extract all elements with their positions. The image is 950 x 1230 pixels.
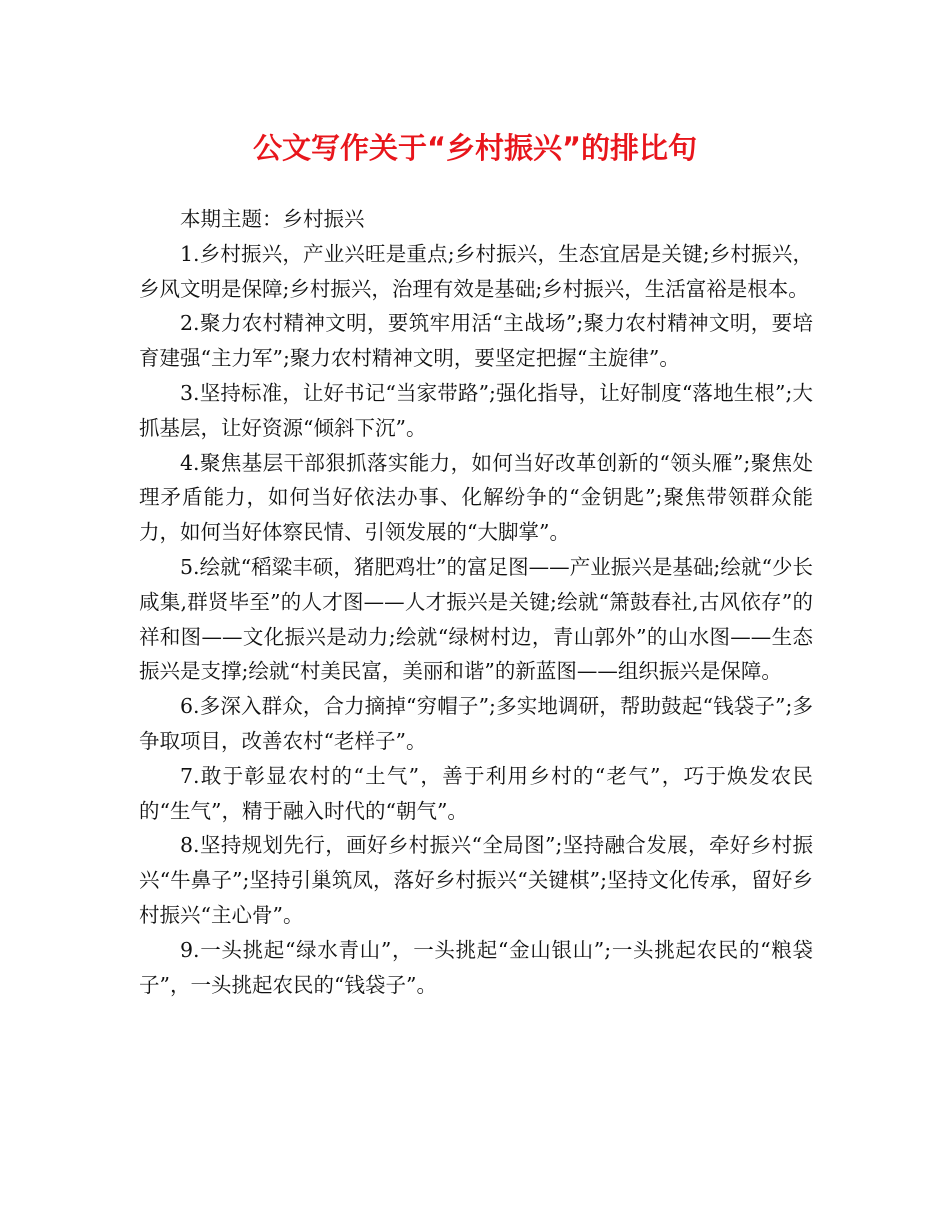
- document-body: [139, 202, 813, 1002]
- paragraph-8: 8.坚持规划先行，画好乡村振兴“全局图”;坚持融合发展，牵好乡村振兴“牛鼻子”;坚持引巢筑凤，落好乡村振兴“关键棋”;坚持文化传承，留好乡村振兴“主心骨”。: [139, 833, 813, 927]
- paragraph-7: 7.敢于彰显农村的“土气”，善于利用乡村的“老气”，巧于焕发农民的“生气”，精于融入时代的“朝气”。: [139, 763, 813, 823]
- paragraph-9: 9.一头挑起“绿水青山”，一头挑起“金山银山”;一头挑起农民的“粮袋子”，一头挑起农民的“钱袋子”。: [139, 937, 813, 997]
- theme-line: 本期主题：乡村振兴: [180, 207, 365, 231]
- paragraph-3: 3.坚持标准，让好书记“当家带路”;强化指导，让好制度“落地生根”;大抓基层，让好资源“倾斜下沉”。: [139, 380, 813, 440]
- paragraph-2: 2.聚力农村精神文明，要筑牢用活“主战场”;聚力农村精神文明，要培育建强“主力军”;聚力农村精神文明，要坚定把握“主旋律”。: [139, 311, 813, 371]
- document-title: 公文写作关于“乡村振兴”的排比句: [252, 131, 698, 165]
- paragraph-6: 6.多深入群众，合力摘掉“穷帽子”;多实地调研，帮助鼓起“钱袋子”;多争取项目，改善农村“老样子”。: [139, 694, 813, 753]
- paragraph-5: 5.绘就“稻粱丰硕，猪肥鸡壮”的富足图——产业振兴是基础;绘就“少长咸集,群贤毕至”的人才图——人才振兴是关键;绘就“箫鼓春社,古风依存”的祥和图——文化振兴是动力;绘就“绿树村边，青山郭外”的山水图——生态振兴是支撑;绘就“村美民富，美丽和谐”的新蓝图——组织振兴是保障。: [139, 554, 813, 684]
- paragraph-1: 1.乡村振兴，产业兴旺是重点;乡村振兴，生态宜居是关键;乡村振兴，乡风文明是保障;乡村振兴，治理有效是基础;乡村振兴，生活富裕是根本。: [139, 241, 813, 301]
- paragraph-4: 4.聚焦基层干部狠抓落实能力，如何当好改革创新的“领头雁”;聚焦处理矛盾能力，如何当好依法办事、化解纷争的“金钥匙”;聚焦带领群众能力，如何当好体察民情、引领发展的“大脚掌”。: [139, 450, 813, 545]
